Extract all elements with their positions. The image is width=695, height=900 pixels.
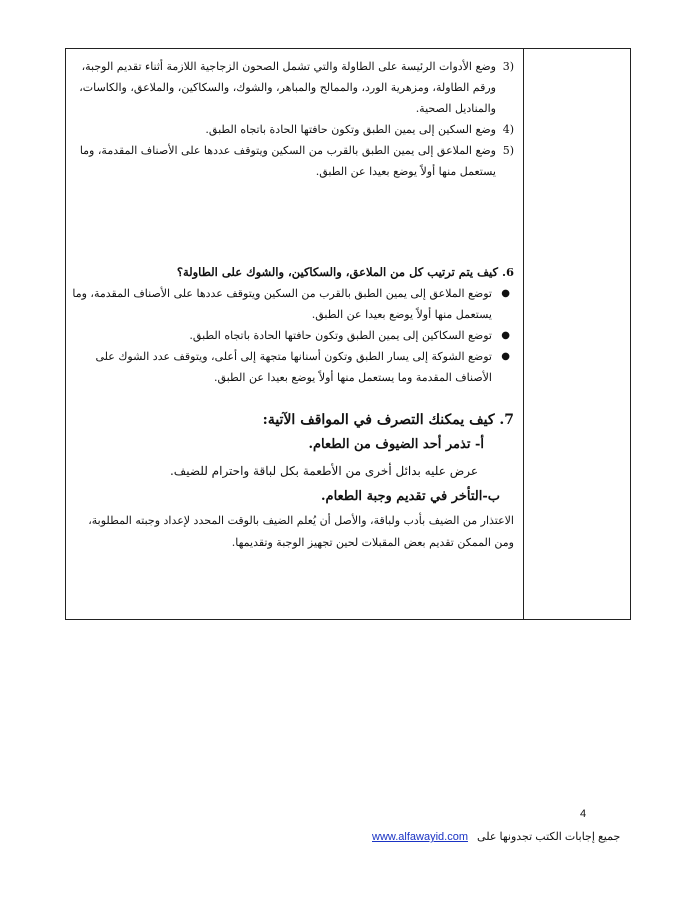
list-item-4 (68, 119, 514, 140)
website-link[interactable]: www.alfawayid.com (372, 831, 468, 843)
table-column-divider (523, 48, 524, 620)
question-7b-title: ب-التأخر في تقديم وجبة الطعام. (321, 489, 500, 504)
page-number: 4 (580, 808, 587, 820)
item-text: وضع الملاعق إلى يمين الطبق بالقرب من السكين ويتوقف عددها على الأصناف المقدمة، وما يستعمل منها أولاً يوضع بعيدا عن الطبق. (79, 144, 496, 178)
bullet-icon: ● (501, 330, 510, 341)
question-7-title: 7. كيف يمكنك التصرف في المواقف الآتية: (262, 412, 514, 428)
item-number: (5 (502, 144, 514, 157)
bullet-icon: ● (501, 288, 510, 299)
question-6-answers (68, 283, 514, 388)
item-text: وضع الأدوات الرئيسة على الطاولة والتي تشمل الصحون الزجاجية اللازمة أثناء تقديم الوجبة، ورقم الطاولة، ومزهرية الورد، والممالح والمباهر، والشوك، والسكاكين، والملاعق، والكاسات، والمناديل الصحية. (79, 60, 496, 115)
list-item: ● توضع السكاكين إلى يمين الطبق وتكون حافتها الحادة باتجاه الطبق. (68, 325, 514, 346)
item-text: وضع السكين إلى يمين الطبق وتكون حافتها الحادة باتجاه الطبق. (205, 123, 496, 136)
footer (372, 830, 620, 843)
list-item: ● توضع الشوكة إلى يسار الطبق وتكون أسنانها متجهة إلى أعلى، ويتوقف عدد الشوك على الأصناف المقدمة وما يستعمل منها أولاً يوضع بعيدا عن الطبق. (68, 346, 514, 388)
question-7a-title: أ- تذمر أحد الضيوف من الطعام. (308, 437, 484, 452)
list-item-5 (68, 140, 514, 182)
question-7b-answer: الاعتذار من الضيف بأدب ولباقة، والأصل أن يُعلم الضيف بالوقت المحدد لإعداد وجبته المطلوبة، ومن الممكن تقديم بعض المقبلات لحين تجهيز الوجبة وتقديمها. (88, 514, 514, 549)
question-6-title: 6. كيف يتم ترتيب كل من الملاعق، والسكاكين، والشوك على الطاولة؟ (176, 265, 514, 279)
spacer (68, 182, 514, 258)
list-item: ● توضع الملاعق إلى يمين الطبق بالقرب من السكين ويتوقف عددها على الأصناف المقدمة، وما يستعمل منها أولاً يوضع بعيدا عن الطبق. (68, 283, 514, 325)
item-number: (3 (502, 60, 514, 73)
table-content (68, 56, 514, 554)
list-item-3 (68, 56, 514, 119)
item-number: (4 (502, 123, 514, 136)
footer-text: جميع إجابات الكتب تجدونها على (477, 831, 621, 843)
bullet-icon: ● (501, 351, 510, 362)
question-7a-answer: عرض عليه بدائل أخرى من الأطعمة بكل لباقة واحترام للضيف. (169, 464, 478, 478)
